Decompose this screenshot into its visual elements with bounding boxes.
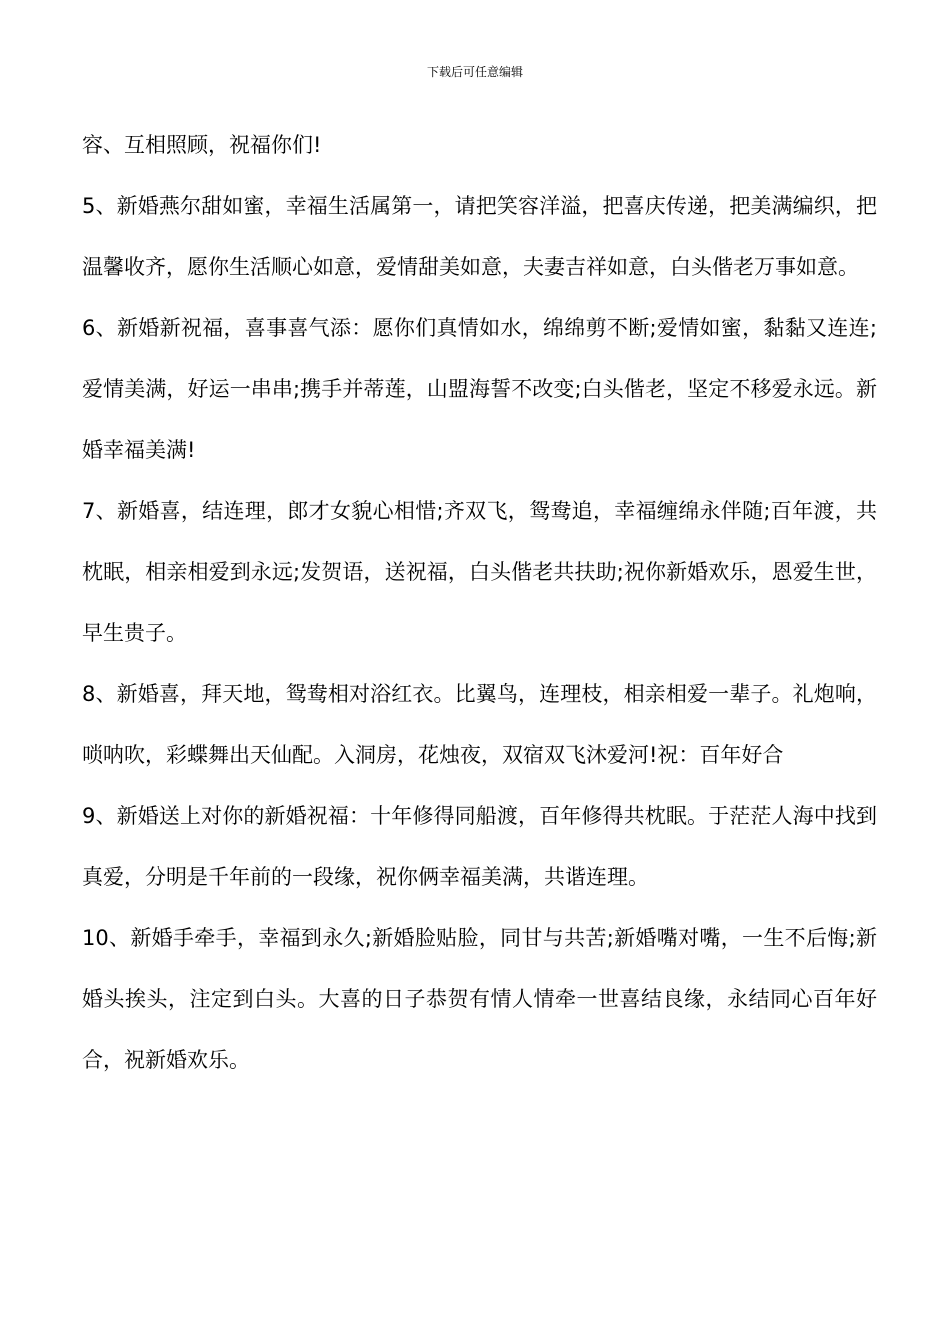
paragraph-item-8: 8、新婚喜，拜天地，鸳鸯相对浴红衣。比翼鸟，连理枝，相亲相爱一辈子。礼炮响，唢呐吹，彩蝶舞出天仙配。入洞房，花烛夜，双宿双飞沐爱河!祝：百年好合 xyxy=(82,682,877,767)
paragraph-item-7: 7、新婚喜，结连理，郎才女貌心相惜;齐双飞，鸳鸯追，幸福缠绵永伴随;百年渡，共枕眠，相亲相爱到永远;发贺语，送祝福，白头偕老共扶助;祝你新婚欢乐，恩爱生世，早生贵子。 xyxy=(82,499,877,645)
paragraph-item-9: 9、新婚送上对你的新婚祝福：十年修得同船渡，百年修得共枕眠。于茫茫人海中找到真爱，分明是千年前的一段缘，祝你俩幸福美满，共谐连理。 xyxy=(82,804,877,889)
paragraph-item-10: 10、新婚手牵手，幸福到永久;新婚脸贴脸，同甘与共苦;新婚嘴对嘴，一生不后悔;新婚头挨头，注定到白头。大喜的日子恭贺有情人情牵一世喜结良缘，永结同心百年好合，祝新婚欢乐。 xyxy=(82,926,877,1072)
page-header: 下载后可任意编辑 xyxy=(426,65,523,79)
document-body xyxy=(82,115,877,1091)
paragraph-continuation: 容、互相照顾，祝福你们! xyxy=(82,133,322,157)
paragraph-item-6: 6、新婚新祝福，喜事喜气添：愿你们真情如水，绵绵剪不断;爱情如蜜，黏黏又连连;爱情美满，好运一串串;携手并蒂莲，山盟海誓不改变;白头偕老，坚定不移爱永远。新婚幸福美满! xyxy=(82,316,877,462)
paragraph-item-5: 5、新婚燕尔甜如蜜，幸福生活属第一，请把笑容洋溢，把喜庆传递，把美满编织，把温馨收齐，愿你生活顺心如意，爱情甜美如意，夫妻吉祥如意，白头偕老万事如意。 xyxy=(82,194,877,279)
